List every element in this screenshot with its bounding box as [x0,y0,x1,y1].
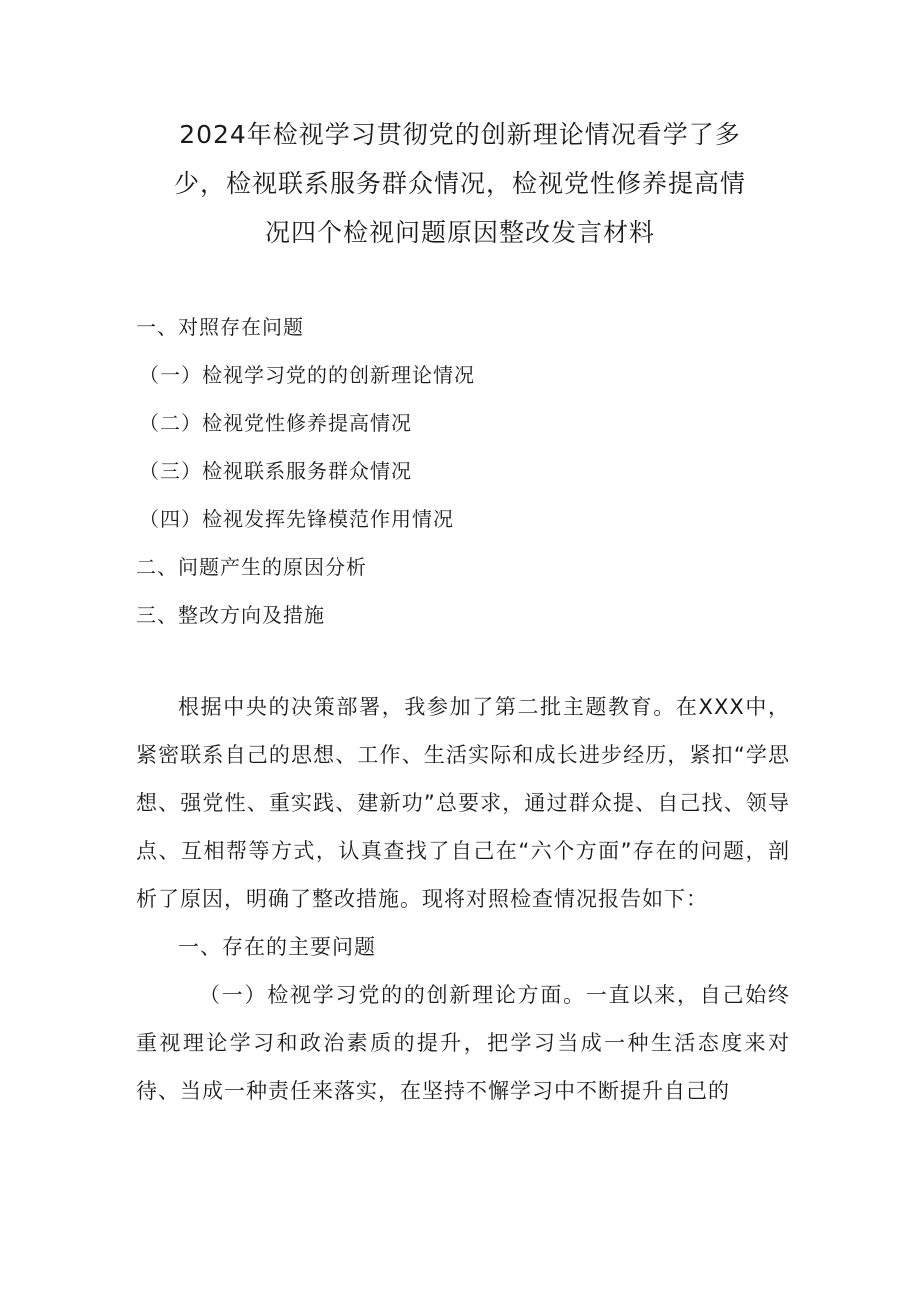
section-paragraph: （一）检视学习党的的创新理论方面。一直以来，自己始终重视理论学习和政治素质的提升，把学习当成一种生活态度来对待、当成一种责任来落实，在坚持不懈学习中不断提升自己的 [136,983,790,1103]
title-line-3: 况四个检视问题原因整改发言材料 [264,218,655,247]
toc-item-1-3: （三）检视联系服务群众情况 [139,459,412,483]
toc-item-1-1: （一）检视学习党的的创新理论情况 [139,363,475,387]
intro-paragraph: 根据中央的决策部署，我参加了第二批主题教育。在XXX中，紧密联系自己的思想、工作、生活实际和成长进步经历，紧扣“学思想、强党性、重实践、建新功”总要求，通过群众提、自己找、领导点、互相帮等方式，认真查找了自己在“六个方面”存在的问题，剖析了原因，明确了整改措施。现将对照检查情况报告如下： [136,695,790,911]
toc-item-section-1: 一、对照存在问题 [136,315,304,339]
toc-item-1-4: （四）检视发挥先锋模范作用情况 [139,507,454,531]
table-of-contents [136,303,836,639]
toc-item-section-2: 二、问题产生的原因分析 [136,555,367,579]
toc-item-section-3: 三、整改方向及措施 [136,603,325,627]
document-title [130,110,790,257]
title-line-2: 少，检视联系服务群众情况，检视党性修养提高情 [173,169,746,198]
toc-item-1-2: （二）检视党性修养提高情况 [139,411,412,435]
section-heading: 一、存在的主要问题 [178,935,376,959]
title-line-1: 2024年检视学习贯彻党的创新理论情况看学了多 [179,120,741,149]
document-body [136,683,790,1115]
